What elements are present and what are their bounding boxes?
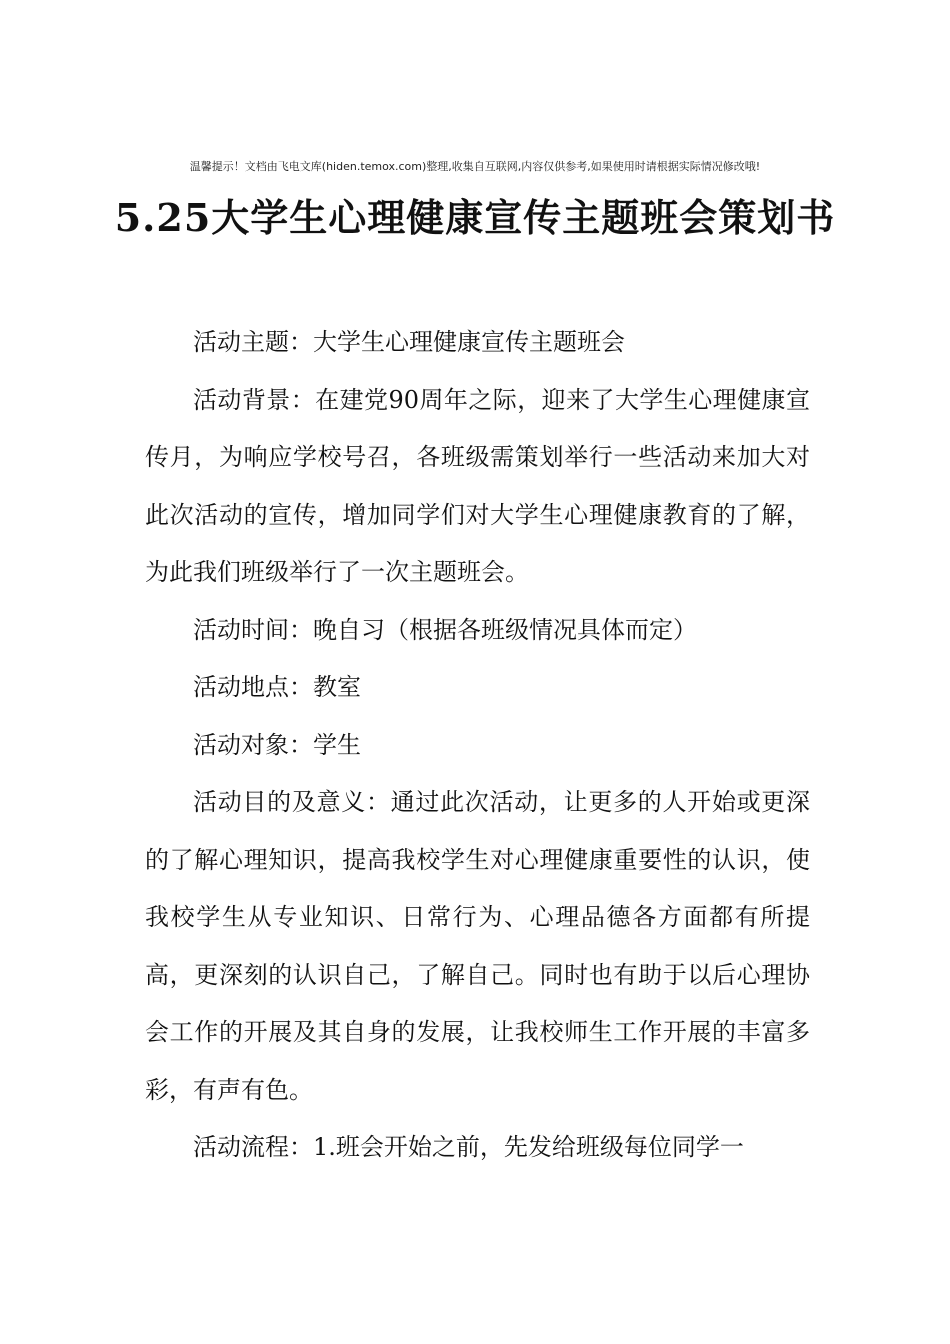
header-notice: 温馨提示！文档由飞电文库(hiden.temox.com)整理,收集自互联网,内容仅供参考,如果使用时请根据实际情况修改哦!	[189, 160, 761, 173]
document-body	[145, 314, 810, 1177]
document-title: 5.25大学生心理健康宣传主题班会策划书	[114, 195, 836, 240]
paragraph-purpose: 活动目的及意义：通过此次活动，让更多的人开始或更深的了解心理知识，提高我校学生对心理健康重要性的认识，使我校学生从专业知识、日常行为、心理品德各方面都有所提高，更深刻的认识自己，了解自己。同时也有助于以后心理协会工作的开展及其自身的发展，让我校师生工作开展的丰富多彩，有声有色。	[145, 788, 810, 1104]
paragraph-audience: 活动对象：学生	[193, 730, 361, 759]
paragraph-time: 活动时间：晚自习（根据各班级情况具体而定）	[193, 615, 697, 644]
paragraph-theme: 活动主题：大学生心理健康宣传主题班会	[193, 328, 625, 356]
paragraph-process: 活动流程：1.班会开始之前，先发给班级每位同学一	[193, 1133, 744, 1161]
paragraph-location: 活动地点：教室	[193, 673, 361, 701]
paragraph-background: 活动背景：在建党90周年之际，迎来了大学生心理健康宣传月，为响应学校号召，各班级需策划举行一些活动来加大对此次活动的宣传，增加同学们对大学生心理健康教育的了解，为此我们班级举行了一次主题班会。	[145, 385, 810, 586]
